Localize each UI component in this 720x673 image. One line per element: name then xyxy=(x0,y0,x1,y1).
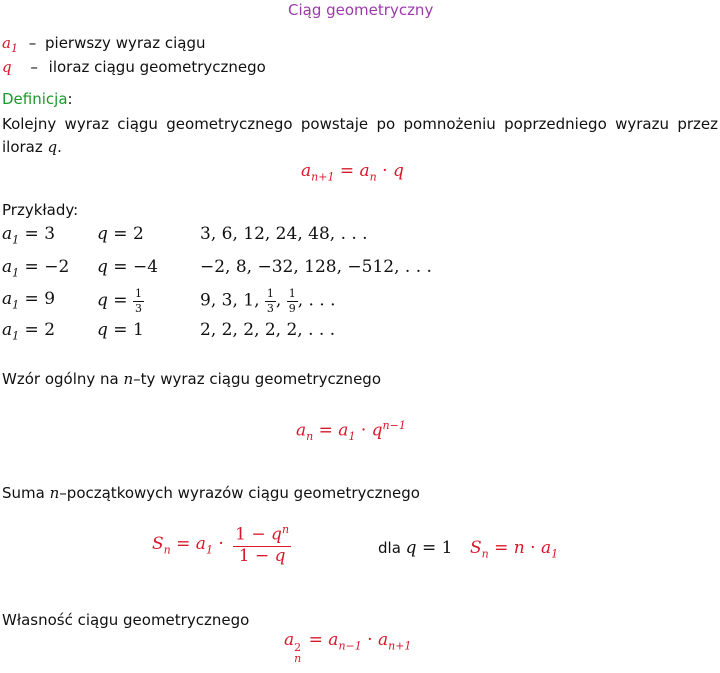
fraction-one-ninth-term: $\frac{1}{9}$ xyxy=(288,287,296,315)
sum-condition-label: dla xyxy=(378,539,401,557)
definition-line2-symbol: q xyxy=(47,138,58,156)
example-2-q: q = −4 xyxy=(97,257,159,277)
legend-a1-dash: – xyxy=(28,34,37,52)
general-heading xyxy=(2,372,381,387)
sum-condition-value: q = 1 xyxy=(405,538,453,558)
general-formula: $a_n = a_1 \cdot q^{n-1}$ xyxy=(296,419,406,444)
definition-line2-suffix: . xyxy=(57,138,62,156)
general-symbol: n xyxy=(123,370,134,388)
sum-heading xyxy=(2,486,420,501)
example-1-q: q = 2 xyxy=(97,224,144,244)
legend-q xyxy=(2,60,266,75)
recurrence-formula: $a_{n+1} = a_n \cdot q$ xyxy=(301,161,404,184)
sum-symbol: n xyxy=(49,484,60,502)
definition-heading xyxy=(2,92,73,107)
legend-a1-text: pierwszy wyraz ciągu xyxy=(45,34,206,52)
sum-suffix: –początkowych wyrazów ciągu geometrycznego xyxy=(59,484,420,502)
page-title: Ciąg geometryczny xyxy=(288,1,434,19)
legend-q-symbol: q xyxy=(2,58,12,76)
legend-a1-symbol: $a_1$ xyxy=(2,34,18,55)
example-4-a1: $a_1 = 2$ xyxy=(2,320,56,343)
example-3-a1: $a_1 = 9$ xyxy=(2,289,56,312)
sum-formula: $S_n = a_1$ · $\frac{1 - q^n}{1 - q}$ xyxy=(152,523,290,566)
property-formula: a 2 n = $a_{n-1} \cdot a_{n+1}$ xyxy=(284,630,412,665)
examples-label: Przykłady: xyxy=(2,201,79,219)
property-heading: Własność ciągu geometrycznego xyxy=(2,611,250,629)
sum-prefix: Suma xyxy=(2,484,45,502)
legend-a1 xyxy=(2,36,205,54)
example-2-a1: $a_1 = -2$ xyxy=(2,257,70,280)
fraction-one-third-term: $\frac{1}{3}$ xyxy=(266,287,274,315)
legend-q-text: iloraz ciągu geometrycznego xyxy=(48,58,266,76)
example-2-seq: −2, 8, −32, 128, −512, . . . xyxy=(200,257,432,277)
example-3-seq: 9, 3, 1, $\frac{1}{3}$ , $\frac{1}{9}$ , . . . xyxy=(200,287,336,315)
definition-label: Definicja xyxy=(2,90,68,108)
example-3-q: q = $\frac{1}{3}$ xyxy=(97,287,142,315)
definition-line2 xyxy=(2,140,62,155)
legend-q-dash: – xyxy=(30,58,38,76)
fraction-one-third: $\frac{1}{3}$ xyxy=(134,287,142,315)
definition-line1: Kolejny wyraz ciągu geometrycznego powstaje po pomnożeniu poprzedniego wyrazu przez xyxy=(2,115,718,133)
example-1-a1: $a_1 = 3$ xyxy=(2,224,56,247)
example-1-seq: 3, 6, 12, 24, 48, . . . xyxy=(200,224,368,244)
definition-line2-prefix: iloraz xyxy=(2,138,43,156)
sum-formula-q-one: $S_n = n \cdot a_1$ xyxy=(470,538,559,561)
general-prefix: Wzór ogólny na xyxy=(2,370,119,388)
example-4-q: q = 1 xyxy=(97,320,144,340)
general-suffix: –ty wyraz ciągu geometrycznego xyxy=(133,370,381,388)
sum-condition xyxy=(378,540,452,557)
example-4-seq: 2, 2, 2, 2, 2, . . . xyxy=(200,320,336,340)
definition-colon: : xyxy=(67,90,73,108)
sum-fraction: $\frac{1 - q^n}{1 - q}$ xyxy=(235,523,290,566)
